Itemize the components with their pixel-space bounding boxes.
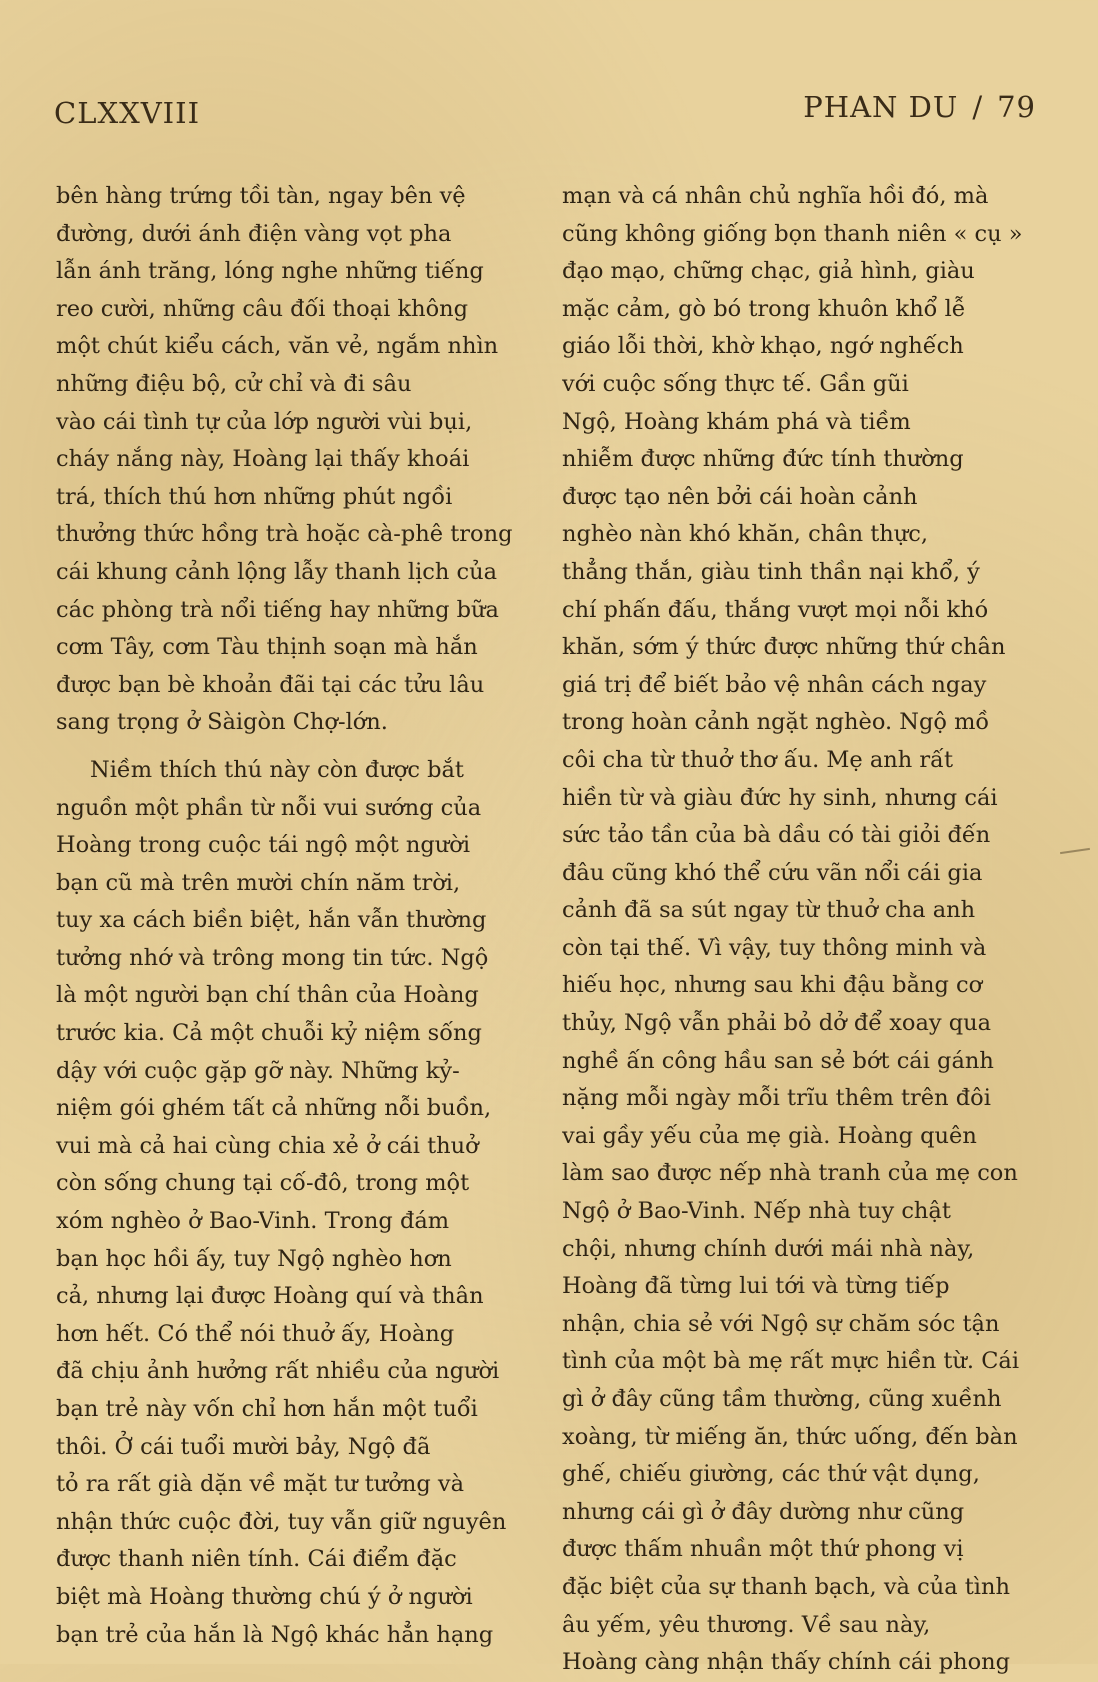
text-line: nguồn một phần từ nỗi vui sướng của xyxy=(56,794,482,821)
text-line: cái khung cảnh lộng lẫy thanh lịch của xyxy=(56,558,498,585)
text-line: sức tảo tần của bà dầu có tài giỏi đến xyxy=(562,822,991,849)
text-line: bạn trẻ của hắn là Ngộ khác hẳn hạng xyxy=(56,1621,494,1648)
text-line: những điệu bộ, cử chỉ và đi sâu xyxy=(56,370,412,397)
text-line: nặng mỗi ngày mỗi trĩu thêm trên đôi xyxy=(562,1085,991,1112)
text-line: vui mà cả hai cùng chia xẻ ở cái thuở xyxy=(56,1132,479,1159)
text-line: bạn trẻ này vốn chỉ hơn hắn một tuổi xyxy=(56,1396,478,1422)
text-line: đạo mạo, chững chạc, giả hình, giàu xyxy=(562,258,975,285)
text-line: chội, nhưng chính dưới mái nhà này, xyxy=(562,1235,975,1262)
text-line: hơn hết. Có thể nói thuở ấy, Hoàng xyxy=(56,1320,455,1347)
header-separator: / xyxy=(972,90,984,124)
text-line: chí phấn đấu, thắng vượt mọi nỗi khó xyxy=(562,596,989,623)
text-line: biệt mà Hoàng thường chú ý ở người xyxy=(56,1583,473,1610)
text-line: các phòng trà nổi tiếng hay những bữa xyxy=(56,596,499,623)
text-line: nhận, chia sẻ với Ngộ sự chăm sóc tận xyxy=(562,1310,1000,1337)
text-line: được thanh niên tính. Cái điểm đặc xyxy=(56,1546,457,1573)
text-line: âu yếm, yêu thương. Về sau này, xyxy=(562,1611,931,1638)
text-line: tình của một bà mẹ rất mực hiền từ. Cái xyxy=(562,1348,1020,1375)
text-line: với cuộc sống thực tế. Gần gũi xyxy=(562,370,909,397)
text-line: trá, thích thú hơn những phút ngồi xyxy=(56,483,453,510)
text-line: thẳng thắn, giàu tinh thần nại khổ, ý xyxy=(562,558,980,585)
text-line: cháy nắng này, Hoàng lại thấy khoái xyxy=(56,446,470,473)
text-line: niệm gói ghém tất cả những nỗi buồn, xyxy=(56,1095,492,1122)
text-line: trong hoàn cảnh ngặt nghèo. Ngộ mồ xyxy=(562,709,990,736)
text-line: cảnh đã sa sút ngay từ thuở cha anh xyxy=(562,897,976,924)
text-line: ghế, chiếu giường, các thứ vật dụng, xyxy=(562,1461,980,1488)
text-line: thôi. Ở cái tuổi mười bảy, Ngộ đã xyxy=(56,1433,431,1460)
text-line: bên hàng trứng tồi tàn, ngay bên vệ xyxy=(56,183,466,209)
text-line: đường, dưới ánh điện vàng vọt pha xyxy=(56,220,452,247)
text-line: lẫn ánh trăng, lóng nghe những tiếng xyxy=(56,258,484,285)
text-line: nhưng cái gì ở đây dường như cũng xyxy=(562,1498,965,1525)
text-line: dậy với cuộc gặp gỡ này. Những kỷ- xyxy=(56,1057,460,1084)
text-line: đâu cũng khó thể cứu vãn nổi cái gia xyxy=(562,859,983,886)
text-column-left xyxy=(56,178,536,1654)
text-line: cũng không giống bọn thanh niên « cụ » xyxy=(562,220,1023,247)
running-header-right xyxy=(803,90,1036,124)
paragraph-gap xyxy=(56,742,536,752)
text-line: trước kia. Cả một chuỗi kỷ niệm sống xyxy=(56,1020,482,1047)
running-header-left: CLXXVIII xyxy=(54,96,201,130)
text-line: tưởng nhớ và trông mong tin tức. Ngộ xyxy=(56,944,489,971)
text-line: Ngộ ở Bao-Vinh. Nếp nhà tuy chật xyxy=(562,1198,951,1225)
text-line: xóm nghèo ở Bao-Vinh. Trong đám xyxy=(56,1208,450,1235)
text-line: nghèo nàn khó khăn, chân thực, xyxy=(562,521,929,548)
text-line: Hoàng càng nhận thấy chính cái phong xyxy=(562,1649,1011,1676)
text-line: thưởng thức hồng trà hoặc cà-phê trong xyxy=(56,521,513,548)
text-line: tuy xa cách biền biệt, hắn vẫn thường xyxy=(56,907,487,934)
text-line: vai gầy yếu của mẹ già. Hoàng quên xyxy=(562,1122,977,1149)
text-line: một chút kiểu cách, văn vẻ, ngắm nhìn xyxy=(56,333,499,360)
text-line: còn tại thế. Vì vậy, tuy thông minh và xyxy=(562,934,987,961)
text-line: gì ở đây cũng tầm thường, cũng xuềnh xyxy=(562,1386,1002,1412)
text-line: cả, nhưng lại được Hoàng quí và thân xyxy=(56,1283,484,1310)
text-line: cơm Tây, cơm Tàu thịnh soạn mà hắn xyxy=(56,634,478,661)
text-line: khăn, sớm ý thức được những thứ chân xyxy=(562,634,1006,661)
text-line: mặc cảm, gò bó trong khuôn khổ lễ xyxy=(562,295,966,322)
text-line: nhiễm được những đức tính thường xyxy=(562,446,964,473)
text-line: côi cha từ thuở thơ ấu. Mẹ anh rất xyxy=(562,746,954,773)
text-line: bạn cũ mà trên mười chín năm trời, xyxy=(56,869,461,896)
text-line: tỏ ra rất già dặn về mặt tư tưởng và xyxy=(56,1471,465,1498)
text-line: bạn học hồi ấy, tuy Ngộ nghèo hơn xyxy=(56,1245,452,1272)
text-line: sang trọng ở Sàigòn Chợ-lớn. xyxy=(56,709,388,736)
text-line: được bạn bè khoản đãi tại các tửu lâu xyxy=(56,671,485,698)
text-line: Hoàng đã từng lui tới và từng tiếp xyxy=(562,1273,950,1300)
text-line: được tạo nên bởi cái hoàn cảnh xyxy=(562,483,918,510)
text-line: vào cái tình tự của lớp người vùi bụi, xyxy=(56,408,473,435)
text-line: mạn và cá nhân chủ nghĩa hồi đó, mà xyxy=(562,183,989,209)
text-line: được thấm nhuần một thứ phong vị xyxy=(562,1536,964,1563)
text-line: làm sao được nếp nhà tranh của mẹ con xyxy=(562,1160,1018,1187)
text-line: Hoàng trong cuộc tái ngộ một người xyxy=(56,832,471,859)
text-line: đã chịu ảnh hưởng rất nhiều của người xyxy=(56,1358,500,1385)
text-line: nghề ấn công hầu san sẻ bớt cái gánh xyxy=(562,1047,994,1074)
text-line: giáo lỗi thời, khờ khạo, ngớ nghếch xyxy=(562,333,964,360)
text-line: đặc biệt của sự thanh bạch, và của tình xyxy=(562,1573,1010,1600)
chapter-title: PHAN DU xyxy=(803,90,959,124)
text-line: hiền từ và giàu đức hy sinh, nhưng cái xyxy=(562,784,998,811)
text-line: Ngộ, Hoàng khám phá và tiềm xyxy=(562,408,911,435)
text-line: hiếu học, nhưng sau khi đậu bằng cơ xyxy=(562,972,983,999)
text-line: Niềm thích thú này còn được bắt xyxy=(90,756,464,783)
text-column-right xyxy=(562,178,1042,1682)
page-number: 79 xyxy=(997,90,1036,124)
margin-mark xyxy=(1060,848,1090,854)
text-line: còn sống chung tại cố-đô, trong một xyxy=(56,1170,470,1197)
text-line: là một người bạn chí thân của Hoàng xyxy=(56,982,479,1009)
text-line: nhận thức cuộc đời, tuy vẫn giữ nguyên xyxy=(56,1508,507,1535)
text-line: reo cười, những câu đối thoại không xyxy=(56,295,469,322)
text-line: thủy, Ngộ vẫn phải bỏ dở để xoay qua xyxy=(562,1010,992,1037)
text-line: xoàng, từ miếng ăn, thức uống, đến bàn xyxy=(562,1423,1018,1450)
text-line: giá trị để biết bảo vệ nhân cách ngay xyxy=(562,671,987,698)
